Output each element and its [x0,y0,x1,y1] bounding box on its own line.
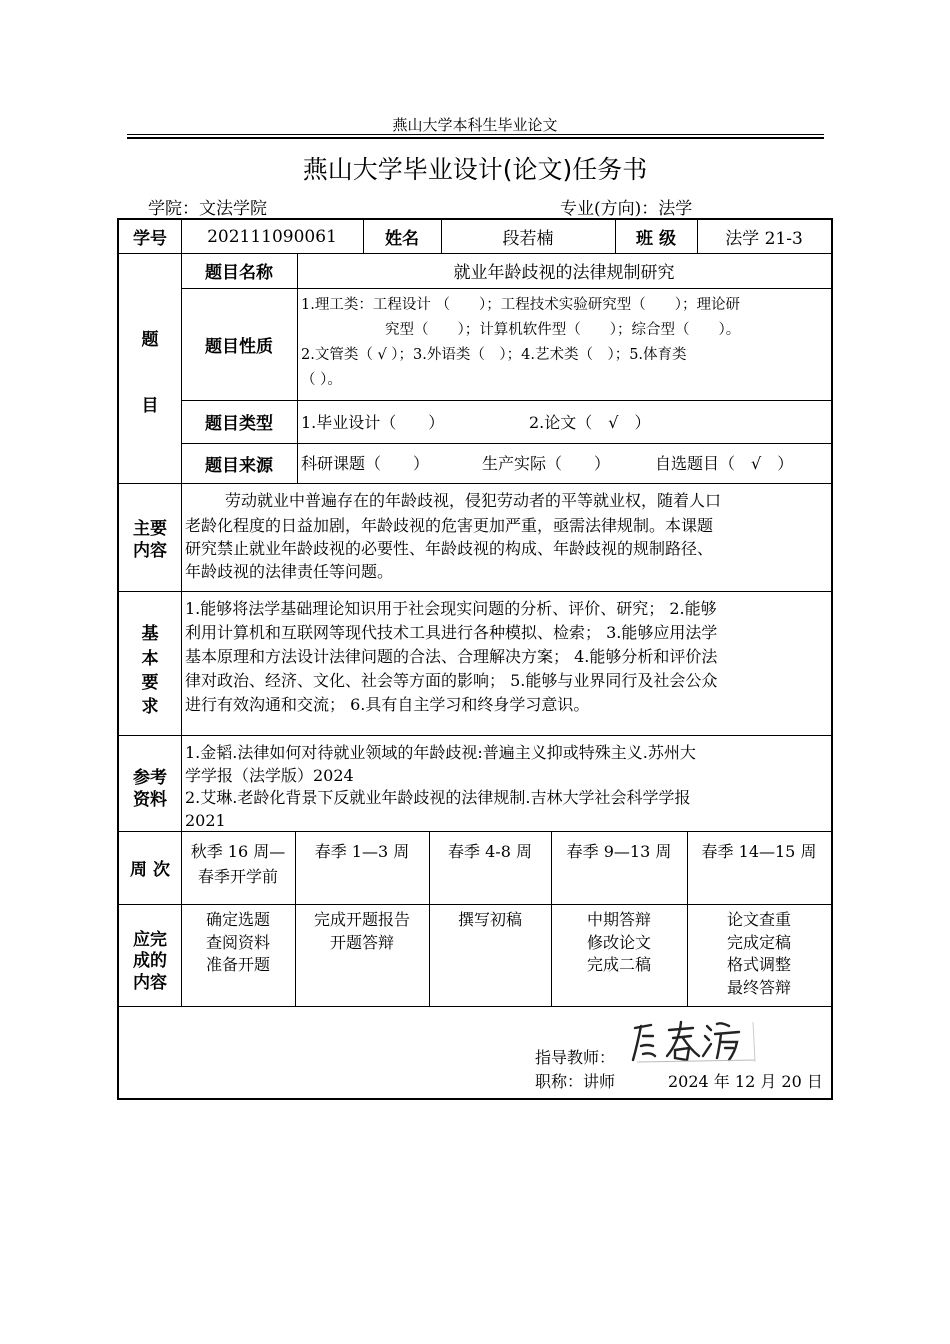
reference-line: 1.金韬.法律如何对待就业领域的年龄歧视:普遍主义抑或特殊主义.苏州大 [185,743,696,762]
week-cell: 春季 1—3 周 [314,842,410,861]
student-id-value: 202111090061 [207,226,337,247]
row-divider [119,1006,831,1007]
major-label: 专业(方向)：法学 [560,199,693,219]
topic-type-label: 题目类型 [205,414,273,434]
advisor-label: 指导教师： [535,1048,616,1067]
topic-section-label: 题 [141,330,159,350]
week-cell: 春季 14—15 周 [701,842,817,861]
task-text: 论文查重 [726,910,791,929]
name-label: 姓名 [385,229,419,249]
tasks-label: 应完 [133,929,167,950]
task-text: 撰写初稿 [457,910,522,929]
task-text: 中期答辩 [586,910,651,929]
weeks-label: 周 次 [130,860,170,880]
topic-nature-line: 究型（ ）；计算机软件型（ ）；综合型（ ）。 [385,322,741,338]
reference-line: 2021 [185,811,226,830]
week-text: 秋季 16 周— [190,842,286,861]
requirements-line: 基本原理和方法设计法律问题的合法、合理解决方案； 4.能够分析和评价法 [185,647,718,666]
task-text: 查阅资料 [205,932,270,952]
topic-source-option: 自选题目（ √ ） [655,454,794,473]
main-content-line: 老龄化程度的日益加剧，年龄歧视的危害更加严重，亟需法律规制。本课题 [185,516,714,535]
task-text: 格式调整 [726,955,791,974]
requirements-label: 基 [141,624,159,644]
name-value: 段若楠 [502,229,554,249]
row-divider [119,735,831,736]
week-cell [181,839,295,889]
topic-nature-label: 题目性质 [205,336,273,357]
task-cell [295,909,429,954]
main-content-line: 研究禁止就业年龄歧视的必要性、年龄歧视的构成、年龄歧视的规制路径、 [185,539,714,558]
task-text: 完成开题报告 [313,910,410,929]
requirements-line: 利用计算机和互联网等现代技术工具进行各种模拟、检索； 3.能够应用法学 [185,623,718,642]
topic-type-option: 2.论文（ √ ） [529,413,651,432]
topic-source-option: 生产实际（ ） [482,454,611,473]
header-rule-thick [127,137,824,139]
task-text: 修改论文 [586,932,651,952]
task-cell [181,909,295,977]
tasks-label: 成的 [133,950,167,971]
topic-source-label: 题目来源 [205,455,273,476]
requirements-line: 进行有效沟通和交流； 6.具有自主学习和终身学习意识。 [185,695,590,714]
task-text: 完成二稿 [586,955,651,974]
requirements-line: 1.能够将法学基础理论知识用于社会现实问题的分析、评价、研究； 2.能够 [185,599,717,618]
requirements-label: 求 [141,697,159,717]
main-content-line: 年龄歧视的法律责任等问题。 [185,562,394,581]
topic-name-label: 题目名称 [205,263,273,283]
topic-nature-line: （ ）。 [301,372,342,388]
header-rule [127,134,824,135]
task-cell [687,909,831,999]
college-label: 学院：文法学院 [148,199,267,219]
running-header: 燕山大学本科生毕业论文 [392,116,558,134]
main-content-label: 内容 [133,541,167,561]
task-text: 开题答辩 [329,932,394,952]
topic-nature-line: 1.理工类：工程设计 （ ）；工程技术实验研究型（ ）；理论研 [301,297,740,313]
reference-line: 2.艾琳.老龄化背景下反就业年龄歧视的法律规制.吉林大学社会科学学报 [185,788,691,807]
class-value: 法学 21-3 [725,229,803,249]
row-divider [119,591,831,592]
topic-source-option: 科研课题（ ） [301,454,430,473]
references-label: 资料 [133,790,167,810]
topic-section-label: 目 [141,396,159,416]
topic-type-option: 1.毕业设计（ ） [301,413,445,432]
topic-nature-line: 2.文管类（ √ ）；3.外语类（ ）；4.艺术类（ ）；5.体育类 [301,347,687,363]
topic-name-value: 就业年龄歧视的法律规制研究 [453,263,675,283]
task-cell [429,909,551,932]
task-text: 确定选题 [205,910,270,929]
reference-line: 学学报（法学版）2024 [185,766,354,785]
row-divider [119,904,831,905]
task-text: 准备开题 [205,955,270,974]
requirements-label: 本 [141,649,159,669]
task-table [117,218,833,1100]
row-divider [119,483,831,484]
class-label: 班 级 [636,229,676,249]
week-text: 春季开学前 [197,867,278,886]
week-cell: 春季 9—13 周 [566,842,672,861]
main-content-label: 主要 [133,519,167,539]
tasks-label: 内容 [133,972,167,993]
student-id-label: 学号 [133,229,167,249]
task-text: 完成定稿 [726,932,791,952]
page-title: 燕山大学毕业设计(论文)任务书 [302,155,648,184]
advisor-title: 职称：讲师 [535,1072,616,1091]
task-text: 最终答辩 [726,977,791,997]
week-cell: 春季 4-8 周 [448,842,532,861]
advisor-signature-image [629,1016,759,1066]
row-divider [119,831,831,832]
task-cell [551,909,687,977]
requirements-line: 律对政治、经济、文化、社会等方面的影响； 5.能够与业界同行及社会公众 [185,671,718,690]
requirements-label: 要 [141,673,159,693]
references-label: 参考 [133,768,167,788]
signature-date: 2024 年 12 月 20 日 [668,1072,823,1091]
main-content-line: 劳动就业中普遍存在的年龄歧视，侵犯劳动者的平等就业权，随着人口 [225,491,722,510]
